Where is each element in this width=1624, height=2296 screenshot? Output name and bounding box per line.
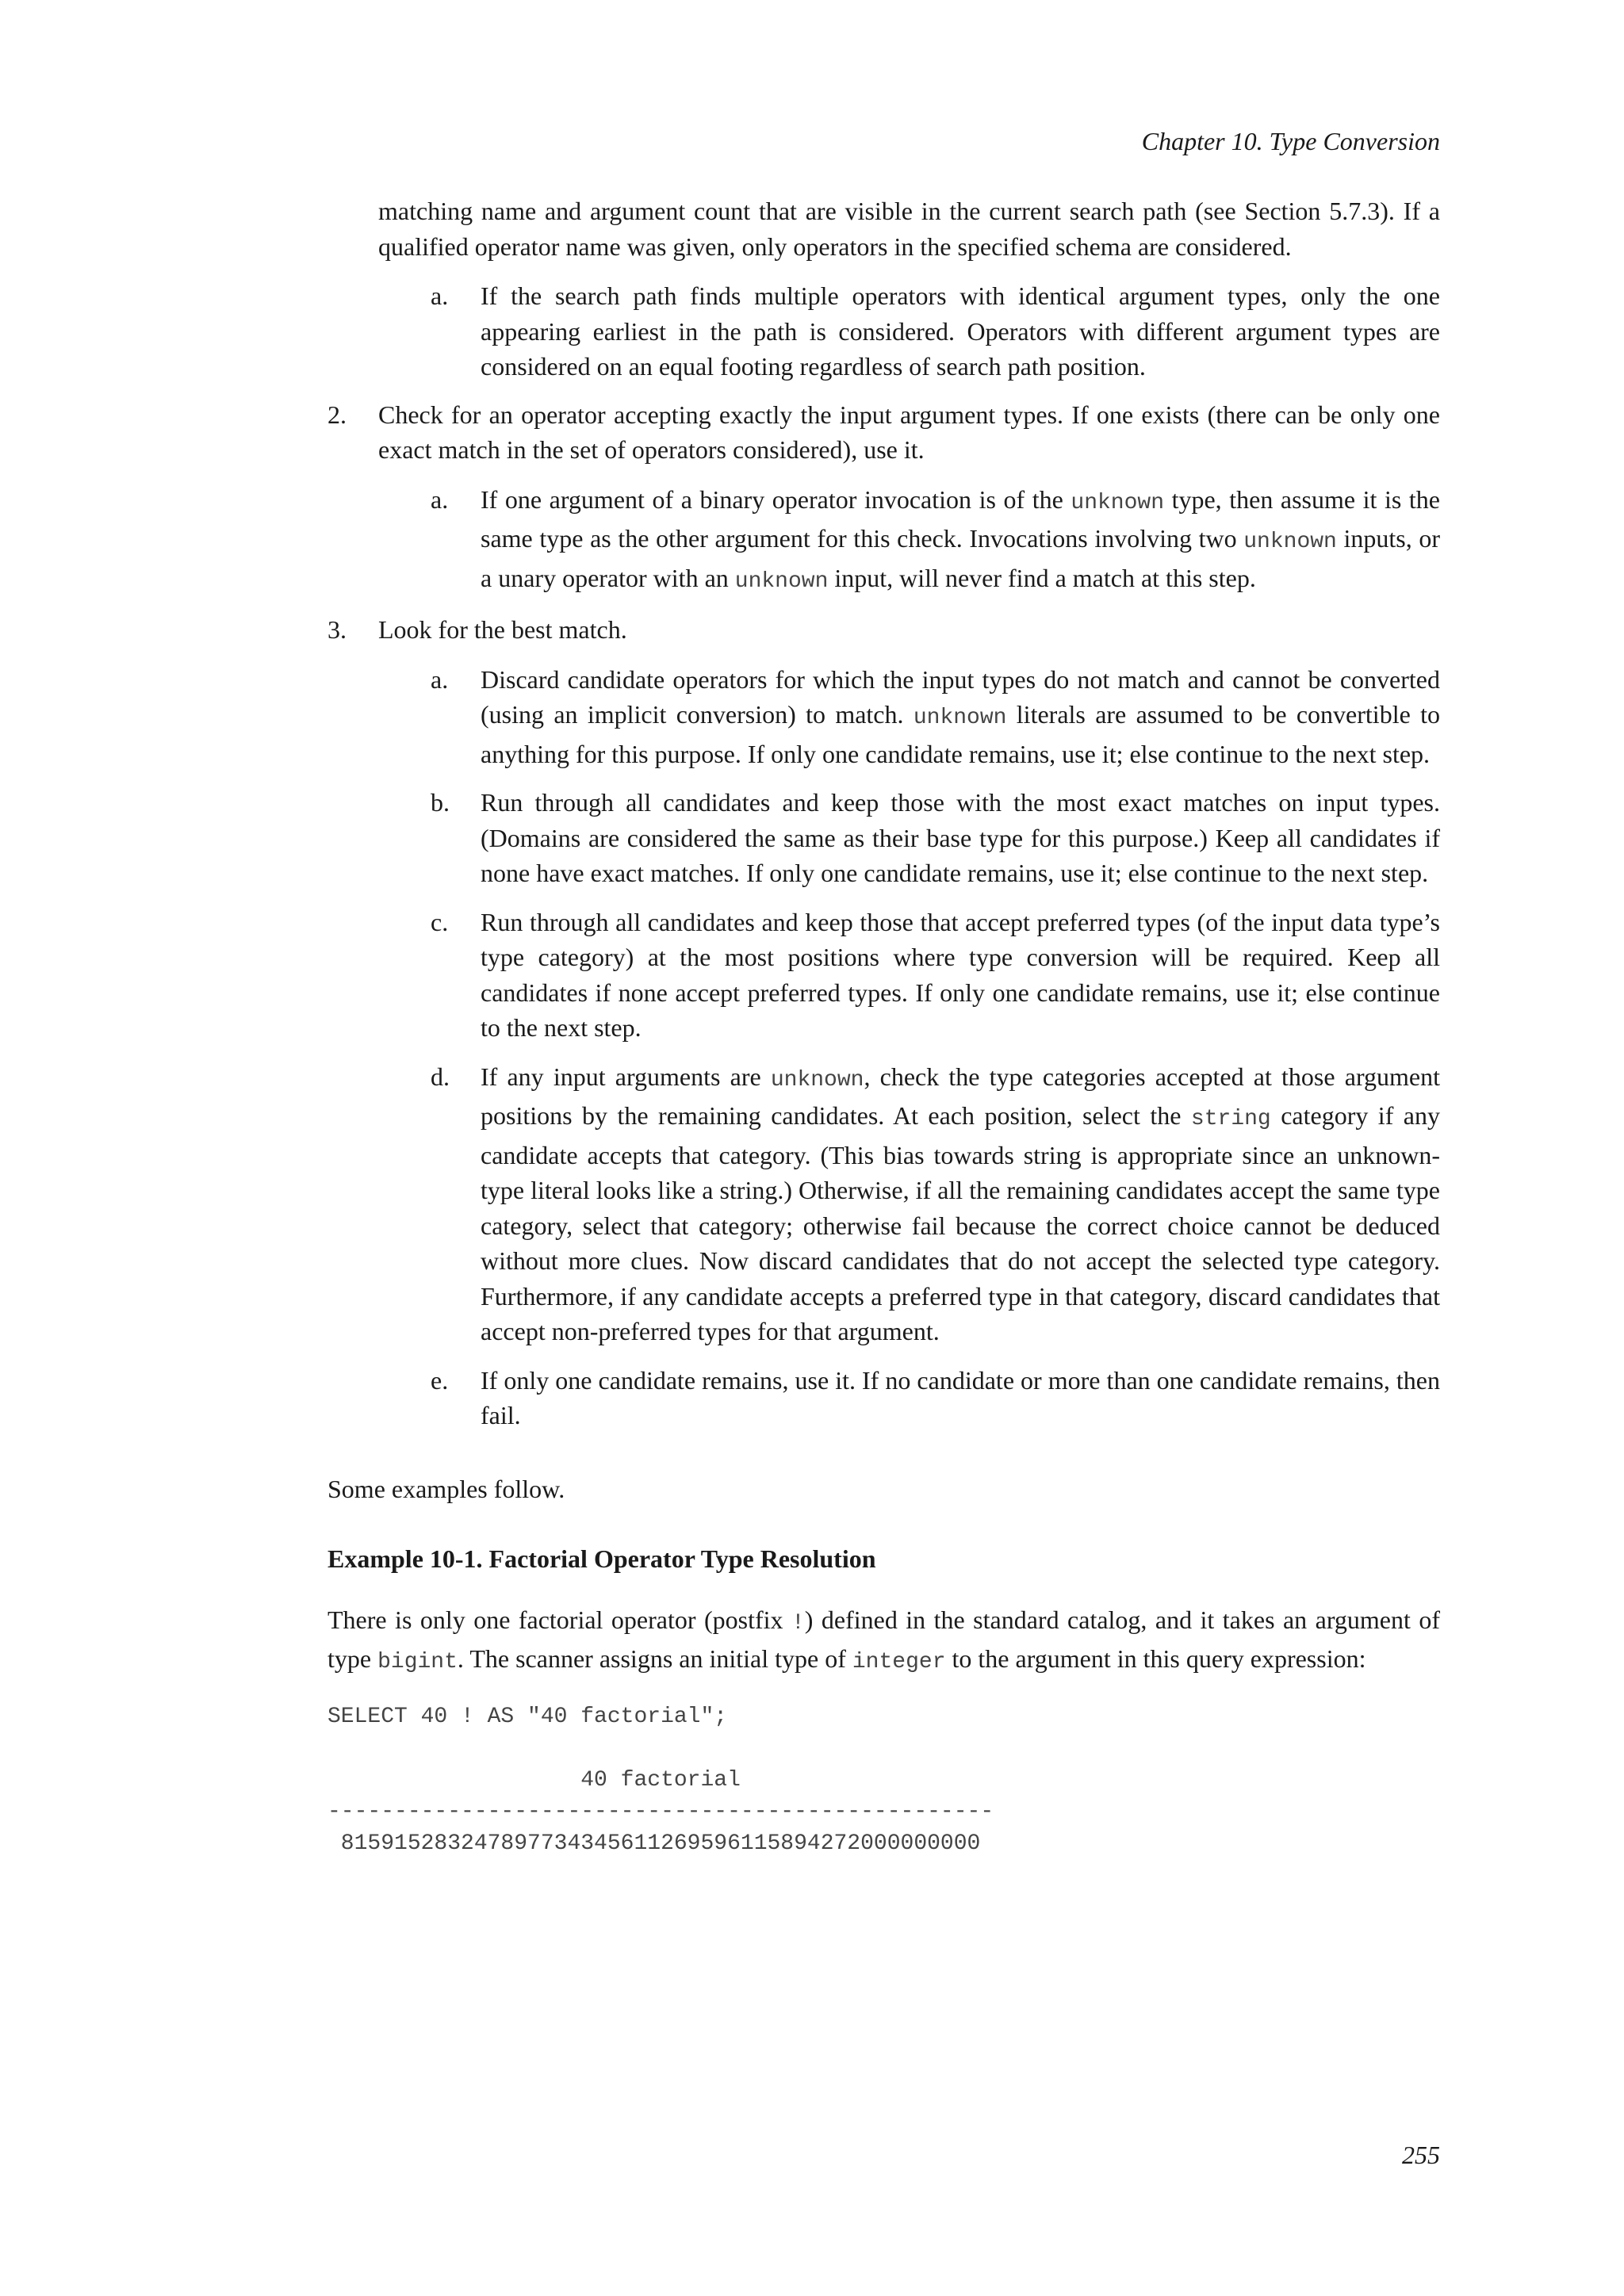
step-2-text: Check for an operator accepting exactly the input argument types. If one exists (there can be only one exact match in the set of operators considered), use it.: [378, 400, 1440, 464]
sub-text: If any input arguments are unknown, check the type categories accepted at those argument positions by the remaining candidates. At each position, select the string category if any candidate accepts that category. (This bias towards string is appropriate since an unknown-type literal looks like a string.) Otherwise, if all the remaining candidates accept the same type category, select that category; otherwise fail because the correct choice cannot be deduced without more clues. Now discard candidates that do not accept the selected type category. Furthermore, if any candidate accepts a preferred type in that category, discard candidates that accept non-preferred types for that argument.: [481, 1062, 1441, 1345]
sub-text: Run through all candidates and keep those with the most exact matches on input types. (Domains are considered the same as their base type for this purpose.) Keep all candidates if none have exact matches. If only one candidate remains, use it; else continue to the next step.: [481, 788, 1440, 887]
result-header: 40 factorial: [327, 1767, 741, 1793]
example-text: There is only one factorial operator (postfix !) defined in the standard catalog, and it takes an argument of type bigint. The scanner assigns an initial type of integer to the argument in this query expression:: [327, 1605, 1441, 1674]
code-string: string: [1190, 1107, 1271, 1131]
code-unknown: unknown: [770, 1067, 864, 1093]
code-integer: integer: [852, 1650, 946, 1674]
query-result: [327, 1765, 1440, 1860]
step-1-text: matching name and argument count that are visible in the current search path (see Section 5.7.3). If a qualified operator name was given, only operators in the specified schema are considered.: [378, 197, 1440, 261]
page-number: 255: [1402, 2141, 1440, 2169]
sub-text: Run through all candidates and keep those that accept preferred types (of the input data type’s type category) at the most positions where type conversion will be required. Keep all candidates if none accept preferred types. If only one candidate remains, use it; else continue to the next step.: [481, 907, 1440, 1042]
step-3-sub-b: [327, 785, 1440, 891]
page-content: [327, 193, 1440, 1860]
running-header: Chapter 10. Type Conversion: [1141, 127, 1440, 155]
sub-label: a.: [431, 484, 449, 514]
code-unknown: unknown: [1071, 490, 1165, 515]
step-3-text: Look for the best match.: [378, 615, 627, 644]
sub-label: c.: [431, 907, 449, 936]
step-3-sub-c: [327, 905, 1440, 1046]
step-3-sub-d: [327, 1059, 1440, 1349]
sub-label: a.: [431, 281, 449, 310]
code-unknown: unknown: [913, 706, 1007, 730]
sub-text: If the search path finds multiple operators with identical argument types, only the one appearing earliest in the path is considered. Operators with different argument types are considered on an equal footing regardless of search path position.: [481, 281, 1440, 381]
examples-intro: Some examples follow.: [327, 1474, 565, 1503]
sub-label: a.: [431, 664, 449, 694]
result-rule: --------------------------------------------------: [327, 1799, 994, 1824]
example-title: Example 10-1. Factorial Operator Type Resolution: [327, 1544, 876, 1573]
result-value: 815915283247897734345611269596115894272000000000: [327, 1831, 981, 1856]
sub-text: If one argument of a binary operator invocation is of the unknown type, then assume it is the same type as the other argument for this check. Invocations involving two unknown inputs, or a unary operator with an unknown input, will never find a match at this step.: [481, 484, 1441, 594]
code-unknown: unknown: [1243, 530, 1337, 554]
step-3: [327, 612, 1440, 1433]
step-3-sub-a: [327, 662, 1440, 772]
sub-label: b.: [431, 788, 450, 817]
step-1-continuation: [327, 193, 1440, 385]
step-2-sub-a: [327, 482, 1440, 600]
code-factorial: !: [791, 1610, 805, 1636]
code-bigint: bigint: [377, 1650, 458, 1674]
sub-text: Discard candidate operators for which the input types do not match and cannot be converted (using an implicit conversion) to match. unknown literals are assumed to be convertible to anything for this purpose. If only one candidate remains, use it; else continue to the next step.: [481, 664, 1441, 768]
sub-label: e.: [431, 1365, 449, 1395]
query-code: SELECT 40 ! AS "40 factorial";: [327, 1704, 728, 1729]
step-number: 3.: [327, 615, 347, 644]
sub-text: If only one candidate remains, use it. If no candidate or more than one candidate remains, then fail.: [481, 1365, 1440, 1429]
step-1-sub-a: [327, 278, 1440, 385]
code-unknown: unknown: [734, 568, 829, 594]
sub-label: d.: [431, 1062, 450, 1091]
step-number: 2.: [327, 400, 347, 429]
step-3-sub-e: [327, 1363, 1440, 1433]
step-2: [327, 397, 1440, 600]
